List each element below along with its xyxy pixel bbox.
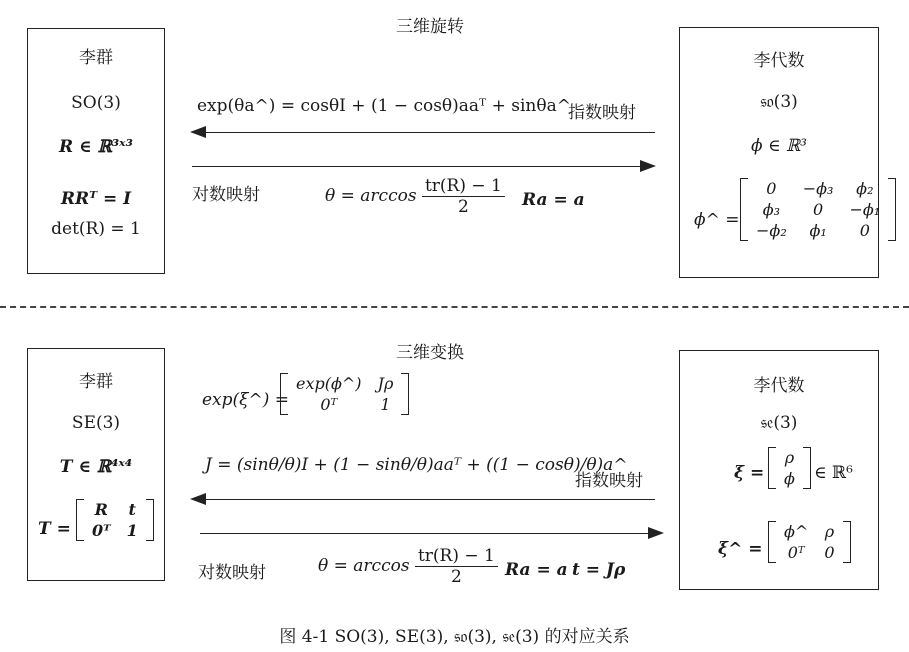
skew-matrix-cell: −ϕ₃ xyxy=(802,179,834,198)
transform-matrix-cell: 0ᵀ xyxy=(92,521,111,540)
lie-algebra-title: 李代数 xyxy=(753,51,805,71)
skew-symmetric-matrix xyxy=(740,178,896,241)
exp-map-label-bottom: 指数映射 xyxy=(575,471,643,491)
xi-vector-cell: ρ xyxy=(784,448,795,467)
lie-group-title: 李群 xyxy=(79,48,113,68)
transform-matrix-cell: R xyxy=(94,500,108,519)
xi-hat-matrix-cell: 0ᵀ xyxy=(787,543,805,562)
log-formula-prefix: θ = arccos xyxy=(325,186,417,206)
log-map-label-top: 对数映射 xyxy=(192,185,260,205)
t-matrix-label: T = xyxy=(38,519,71,539)
se3-exp-matrix-cell: 0ᵀ xyxy=(320,395,338,414)
log-formula-fraction-bottom xyxy=(415,546,498,587)
exp-map-arrow-bottom xyxy=(205,499,655,500)
orthogonality-constraint: RRᵀ = I xyxy=(60,189,132,209)
skew-matrix-cell: ϕ₃ xyxy=(762,200,781,219)
log-formula-numerator: tr(R) − 1 xyxy=(422,176,505,197)
transform-matrix-cell: t xyxy=(128,500,136,519)
rotation-membership: R ∈ ℝ³ˣ³ xyxy=(59,137,133,157)
se3-log-formula xyxy=(318,546,498,587)
lie-algebra-title-bottom: 李代数 xyxy=(753,376,805,396)
se3-exp-matrix-cell: exp(ϕ^) xyxy=(296,374,362,393)
phi-hat-label: ϕ^ = xyxy=(694,210,740,230)
so3-algebra-label: 𝔰𝔬(3) xyxy=(760,92,798,112)
exp-map-label-top: 指数映射 xyxy=(568,103,636,123)
skew-matrix-row xyxy=(748,220,888,241)
exp-arrow-head-top xyxy=(190,126,206,138)
se3-exp-matrix xyxy=(280,373,409,415)
xi-hat-matrix xyxy=(768,521,851,563)
se3-algebra-label: 𝔰𝔢(3) xyxy=(760,413,798,433)
se3-exp-prefix: exp(ξ^) = xyxy=(202,390,290,410)
log-formula-denominator-bottom: 2 xyxy=(451,567,462,587)
xi-hat-label: ξ^ = xyxy=(718,539,763,559)
lie-algebra-so3-box xyxy=(679,27,879,278)
se3-label: SE(3) xyxy=(71,413,121,433)
lie-algebra-se3-box xyxy=(679,350,879,590)
rotation-axis-eq-top: Ra = a xyxy=(522,190,585,210)
so3-log-formula xyxy=(325,176,505,217)
rotation-axis-eq-bottom: Ra = a xyxy=(505,560,568,580)
log-arrow-head-top xyxy=(640,160,656,172)
transform-matrix-cell: 1 xyxy=(126,521,138,540)
translation-jacobian-eq: t = Jρ xyxy=(572,560,626,580)
skew-matrix-cell: 0 xyxy=(813,200,824,219)
log-formula-prefix-bottom: θ = arccos xyxy=(318,556,410,576)
xi-vector xyxy=(768,447,811,489)
xi-vector-row xyxy=(776,447,803,468)
xi-hat-matrix-row xyxy=(776,521,843,542)
xi-membership: ∈ ℝ⁶ xyxy=(814,463,853,483)
log-formula-denominator: 2 xyxy=(458,197,469,217)
lie-group-title-bottom: 李群 xyxy=(79,372,113,392)
xi-hat-matrix-row xyxy=(776,542,843,563)
transform-section-title: 三维变换 xyxy=(396,343,464,363)
transform-matrix-row xyxy=(84,520,146,541)
phi-membership: ϕ ∈ ℝ³ xyxy=(751,136,807,156)
skew-matrix-cell: 0 xyxy=(859,221,870,240)
log-map-arrow-bottom xyxy=(200,533,650,534)
log-map-label-bottom: 对数映射 xyxy=(198,563,266,583)
log-formula-fraction xyxy=(422,176,505,217)
transform-matrix-row xyxy=(84,499,146,520)
se3-exp-matrix-row xyxy=(288,373,401,394)
section-separator xyxy=(0,306,909,308)
skew-matrix-row xyxy=(748,199,888,220)
determinant-constraint: det(R) = 1 xyxy=(51,219,141,239)
so3-exp-formula: exp(θa^) = cosθI + (1 − cosθ)aaᵀ + sinθa^ xyxy=(197,96,571,116)
skew-matrix-cell: 0 xyxy=(766,179,777,198)
skew-matrix-row xyxy=(748,178,888,199)
skew-matrix-cell: ϕ₂ xyxy=(856,179,874,198)
so3-label: SO(3) xyxy=(71,93,121,113)
lie-group-se3-box xyxy=(27,348,165,581)
xi-vector-row xyxy=(776,468,803,489)
xi-hat-matrix-cell: ρ xyxy=(824,522,835,541)
transform-membership: T ∈ ℝ⁴ˣ⁴ xyxy=(59,457,133,477)
transform-matrix xyxy=(76,499,154,541)
skew-matrix-cell: −ϕ₂ xyxy=(756,221,787,240)
exp-arrow-head-bottom xyxy=(190,493,206,505)
log-formula-numerator-bottom: tr(R) − 1 xyxy=(415,546,498,567)
log-map-arrow-top xyxy=(192,166,642,167)
jacobian-formula: J = (sinθ/θ)I + (1 − sinθ/θ)aaᵀ + ((1 − cosθ)/θ)a^ xyxy=(205,455,628,475)
xi-hat-matrix-cell: 0 xyxy=(824,543,835,562)
se3-exp-matrix-cell: Jρ xyxy=(377,374,394,393)
skew-matrix-cell: −ϕ₁ xyxy=(849,200,881,219)
exp-map-arrow-top xyxy=(205,132,655,133)
lie-group-so3-box xyxy=(27,28,165,274)
se3-exp-matrix-cell: 1 xyxy=(380,395,391,414)
xi-vector-cell: ϕ xyxy=(784,469,795,488)
rotation-section-title: 三维旋转 xyxy=(396,17,464,37)
figure-caption: 图 4-1 SO(3), SE(3), 𝔰𝔬(3), 𝔰𝔢(3) 的对应关系 xyxy=(279,627,630,647)
xi-hat-matrix-cell: ϕ^ xyxy=(784,522,809,541)
se3-exp-matrix-row xyxy=(288,394,401,415)
xi-label: ξ = xyxy=(734,463,765,483)
log-arrow-head-bottom xyxy=(648,527,664,539)
skew-matrix-cell: ϕ₁ xyxy=(809,221,827,240)
